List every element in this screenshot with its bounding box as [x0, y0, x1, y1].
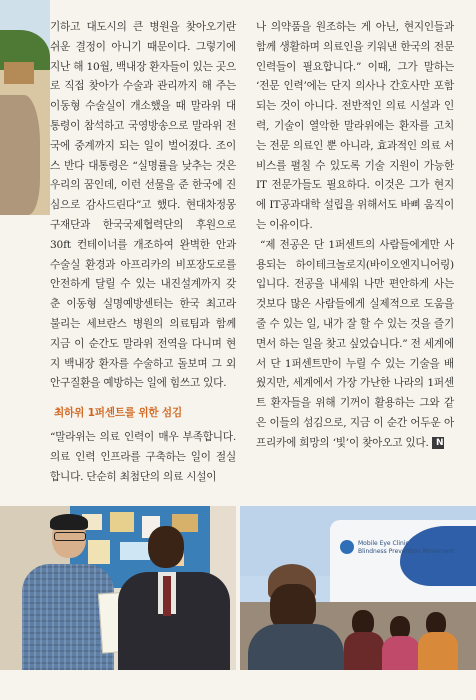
person-coat	[248, 624, 344, 670]
paragraph	[256, 236, 454, 454]
section-subheading: 최하위 1퍼센트를 위한 섬김	[54, 407, 183, 420]
paragraph: “말라위는 의료 인력이 매우 부족합니다. 의료 인력 인프라를 구축하는 일이 절실합니다. 단순히 최첨단의 의료 시설이	[50, 430, 236, 483]
article-left-column	[50, 18, 236, 487]
paragraph: 기하고 대도시의 큰 병원을 찾아오기란 쉬운 결정이 아니기 때문이다. 그렇기에 지난 해 10월, 백내장 환자들이 있는 곳으로 직접 찾아가 수술과 관리까지 해 주는 이동형 수술실이 개소했을 때 말라위 대통령이 참석하고 국영방송으로 말라위 전국에 중계까지 되는 일이 벌어졌다. 조이스 반다 대통령은 “실명률을 낮추는 것은 우리의 꿈인데, 이런 선물을 준 한국에 진심으로 감사드린다”고 했다. 현대차정몽구재단과 한국국제협력단의 후원으로 30ft 컨테이너를 개조하여 완벽한 안과 수술실 환경과 아프리카의 비포장도로를 안전하게 달릴 수 있는 내진설계까지 갖춘 이동형 실명예방센터는 한국 최고라 불리는 세브란스 병원의 의료팀과 함께 지금 이 순간도 말라위 전역을 다니며 현지 백내장 환자를 수술하고 돌보며 그 외 안구질환을 예방하는 일에 힘쓰고 있다.	[50, 21, 236, 390]
article-right-column	[256, 18, 454, 454]
end-mark-icon: N	[432, 437, 444, 449]
paragraph: 나 의약품을 원조하는 게 아닌, 현지인들과 함께 생활하며 의료인을 키워낸 한국의 전문 인력들이 필요합니다.” 이때, 그가 말하는 ‘전문 인력’에는 단지 의사나 간호사만 포함되는 것이 아니다. 전반적인 의료 시설과 인력, 기술이 열악한 말라위에는 환자를 고치는 전문 의료인 뿐 아니라, 효과적인 의료 서비스를 펼칠 수 있도록 기술 지원이 가능한 IT 전문가들도 필요하다. 이것은 그가 현지에 IT공과대학 설립을 위해서도 바삐 움직이는 이유이다.	[256, 21, 454, 231]
truck-text: Mobile Eye Clinic Blindness Prevention Movement	[358, 540, 455, 555]
top-left-photo	[0, 0, 50, 215]
person-head	[148, 526, 184, 568]
photo-mobile-clinic	[240, 506, 476, 670]
paragraph-text: “제 전공은 단 1퍼센트의 사람들에게만 사용되는 하이테크놀로지(바이오엔지니어링)입니다. 전공을 내세워 나만 편안하게 사는 것보다 많은 사람들에게 실제적으로 도움을 줄 수 있는 일, 내가 잘 할 수 있는 것을 즐기면서 하는 일을 찾고 싶었습니다.” 전 세계에서 단 1퍼센트만이 누릴 수 있는 기술을 배웠지만, 세계에서 가장 가난한 나라의 1퍼센트 환자들을 위해 기꺼이 활용하는 그와 같은 이들의 섬김으로, 지금 이 순간 어두운 아프리카에 희망의 ‘빛’이 찾아오고 있다.	[256, 238, 454, 449]
photo-certificate	[0, 506, 236, 670]
logo-icon	[340, 540, 354, 554]
